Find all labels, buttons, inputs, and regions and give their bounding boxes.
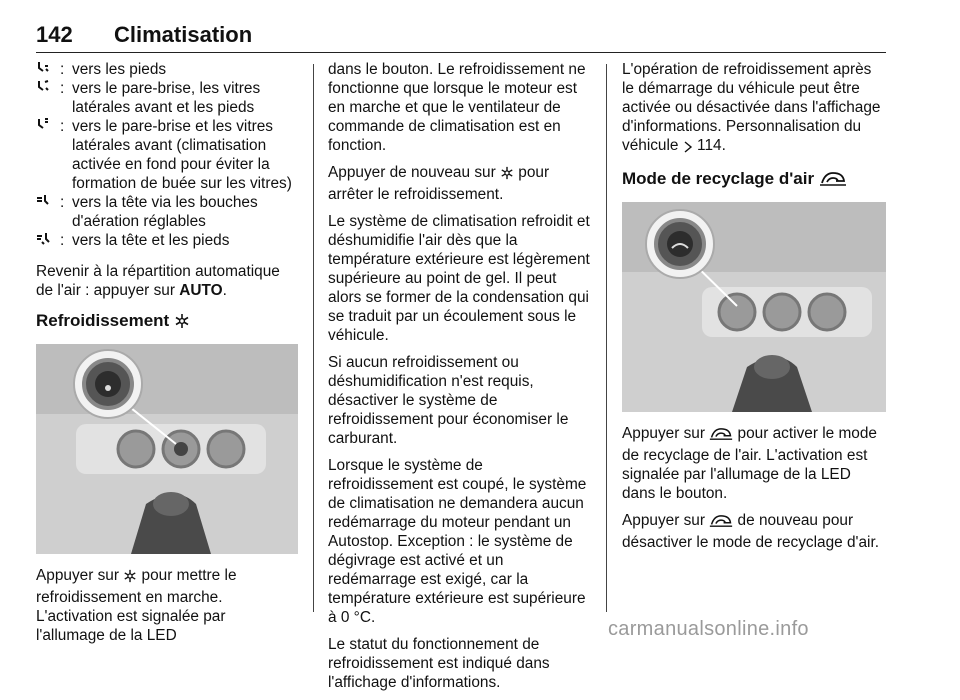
auto-text: Revenir à la répartition automatique de l'air : appuyer sur <box>36 263 280 299</box>
windscreen-feet-vent-icon <box>36 79 60 117</box>
column-2 <box>328 60 592 700</box>
windscreen-vent-icon <box>36 117 60 193</box>
feet-vent-icon <box>36 60 60 79</box>
list-item <box>36 193 298 231</box>
list-colon: : <box>60 232 65 249</box>
head-feet-vent-icon <box>36 231 60 250</box>
column-3 <box>622 60 886 560</box>
watermark: carmanualsonline.info <box>608 618 809 640</box>
column-1 <box>36 60 298 653</box>
recirculation-heading <box>622 168 886 192</box>
page-header <box>36 20 886 53</box>
cooling-button-photo <box>36 344 298 554</box>
page-reference[interactable]: 114 <box>697 137 722 154</box>
snowflake-icon <box>123 569 137 588</box>
recirc-heading-text: Mode de recyclage d'air <box>622 169 815 188</box>
snowflake-icon <box>500 166 514 185</box>
paragraph: dans le bouton. Le refroidissement ne fonctionne que lorsque le moteur est en marche et que le ventilateur de commande de climatisation est en fonction. <box>328 61 586 154</box>
paragraph <box>328 163 592 204</box>
paragraph <box>622 424 886 503</box>
p3-start: Appuyer sur <box>622 512 705 529</box>
p2-start: Appuyer sur <box>622 425 705 442</box>
list-text: vers les pieds <box>72 61 167 78</box>
paragraph: Si aucun refroidissement ou déshumidification n'est requis, désactiver le système de refroidissement pour économiser le carburant. <box>328 354 569 447</box>
cooling-heading <box>36 310 298 334</box>
list-item <box>36 231 298 250</box>
air-recirculation-icon <box>819 171 847 192</box>
list-text: vers la tête et les pieds <box>72 232 230 249</box>
auto-label: AUTO <box>179 282 223 299</box>
air-distribution-list <box>36 60 298 250</box>
snowflake-icon <box>174 313 190 334</box>
auto-end: . <box>222 282 227 299</box>
list-colon: : <box>60 61 65 78</box>
page-title: Climatisation <box>114 22 253 47</box>
page-number: 142 <box>36 22 73 47</box>
p2-end: pour arrêter le refroidissement. <box>328 164 550 203</box>
p3-end: de nouveau pour désactiver le mode de recyclage d'air. <box>622 512 880 551</box>
column-divider <box>606 64 607 612</box>
head-vent-icon <box>36 193 60 231</box>
list-colon: : <box>60 194 65 211</box>
p2-start: Appuyer de nouveau sur <box>328 164 496 181</box>
list-colon: : <box>60 118 65 135</box>
p1-end: . <box>721 137 726 154</box>
list-text: vers le pare-brise, les vitres latérales avant et les pieds <box>72 80 261 116</box>
list-colon: : <box>60 80 65 97</box>
column-divider <box>313 64 314 612</box>
paragraph <box>622 511 886 552</box>
list-item <box>36 117 298 193</box>
list-text: vers la tête via les bouches d'aération réglables <box>72 194 258 230</box>
air-recirculation-icon <box>709 514 733 533</box>
p2-end: pour activer le mode de recyclage de l'air. L'activation est signalée par l'allumage de la LED dans le bouton. <box>622 425 877 502</box>
list-item <box>36 79 298 117</box>
auto-paragraph <box>36 262 298 300</box>
paragraph <box>622 60 886 158</box>
page-reference-arrow-icon <box>683 139 693 158</box>
paragraph: Lorsque le système de refroidissement est coupé, le système de climatisation ne demandera aucun redémarrage du moteur pendant un Autostop. Exception : le système de dégivrage est activé et un redémarrage est exigé, car la température extérieure est supérieure à 0 °C. <box>328 457 587 626</box>
list-item <box>36 60 298 79</box>
paragraph: Le système de climatisation refroidit et déshumidifie l'air dès que la température extérieure est légèrement supérieure au point de gel. Il peut alors se former de la condensation qui se traduit par un écoulement sous le véhicule. <box>328 213 590 344</box>
p1-text: L'opération de refroidissement après le démarrage du véhicule peut être activée ou désactivée dans l'affichage d'informations. Personnalisation du véhicule <box>622 61 881 154</box>
cooling-heading-text: Refroidissement <box>36 311 170 330</box>
recirculation-button-photo <box>622 202 886 412</box>
cooling-p1-start: Appuyer sur <box>36 567 119 584</box>
air-recirculation-icon <box>709 427 733 446</box>
paragraph: Le statut du fonctionnement de refroidissement est indiqué dans l'affichage d'informations. <box>328 636 550 691</box>
list-text: vers le pare-brise et les vitres latérales avant (climatisation activée en fond pour éviter la formation de buée sur les vitres) <box>72 118 292 192</box>
cooling-p1-end: pour mettre le refroidissement en marche. L'activation est signalée par l'allumage de la LED <box>36 567 237 644</box>
cooling-paragraph-1 <box>36 566 298 645</box>
